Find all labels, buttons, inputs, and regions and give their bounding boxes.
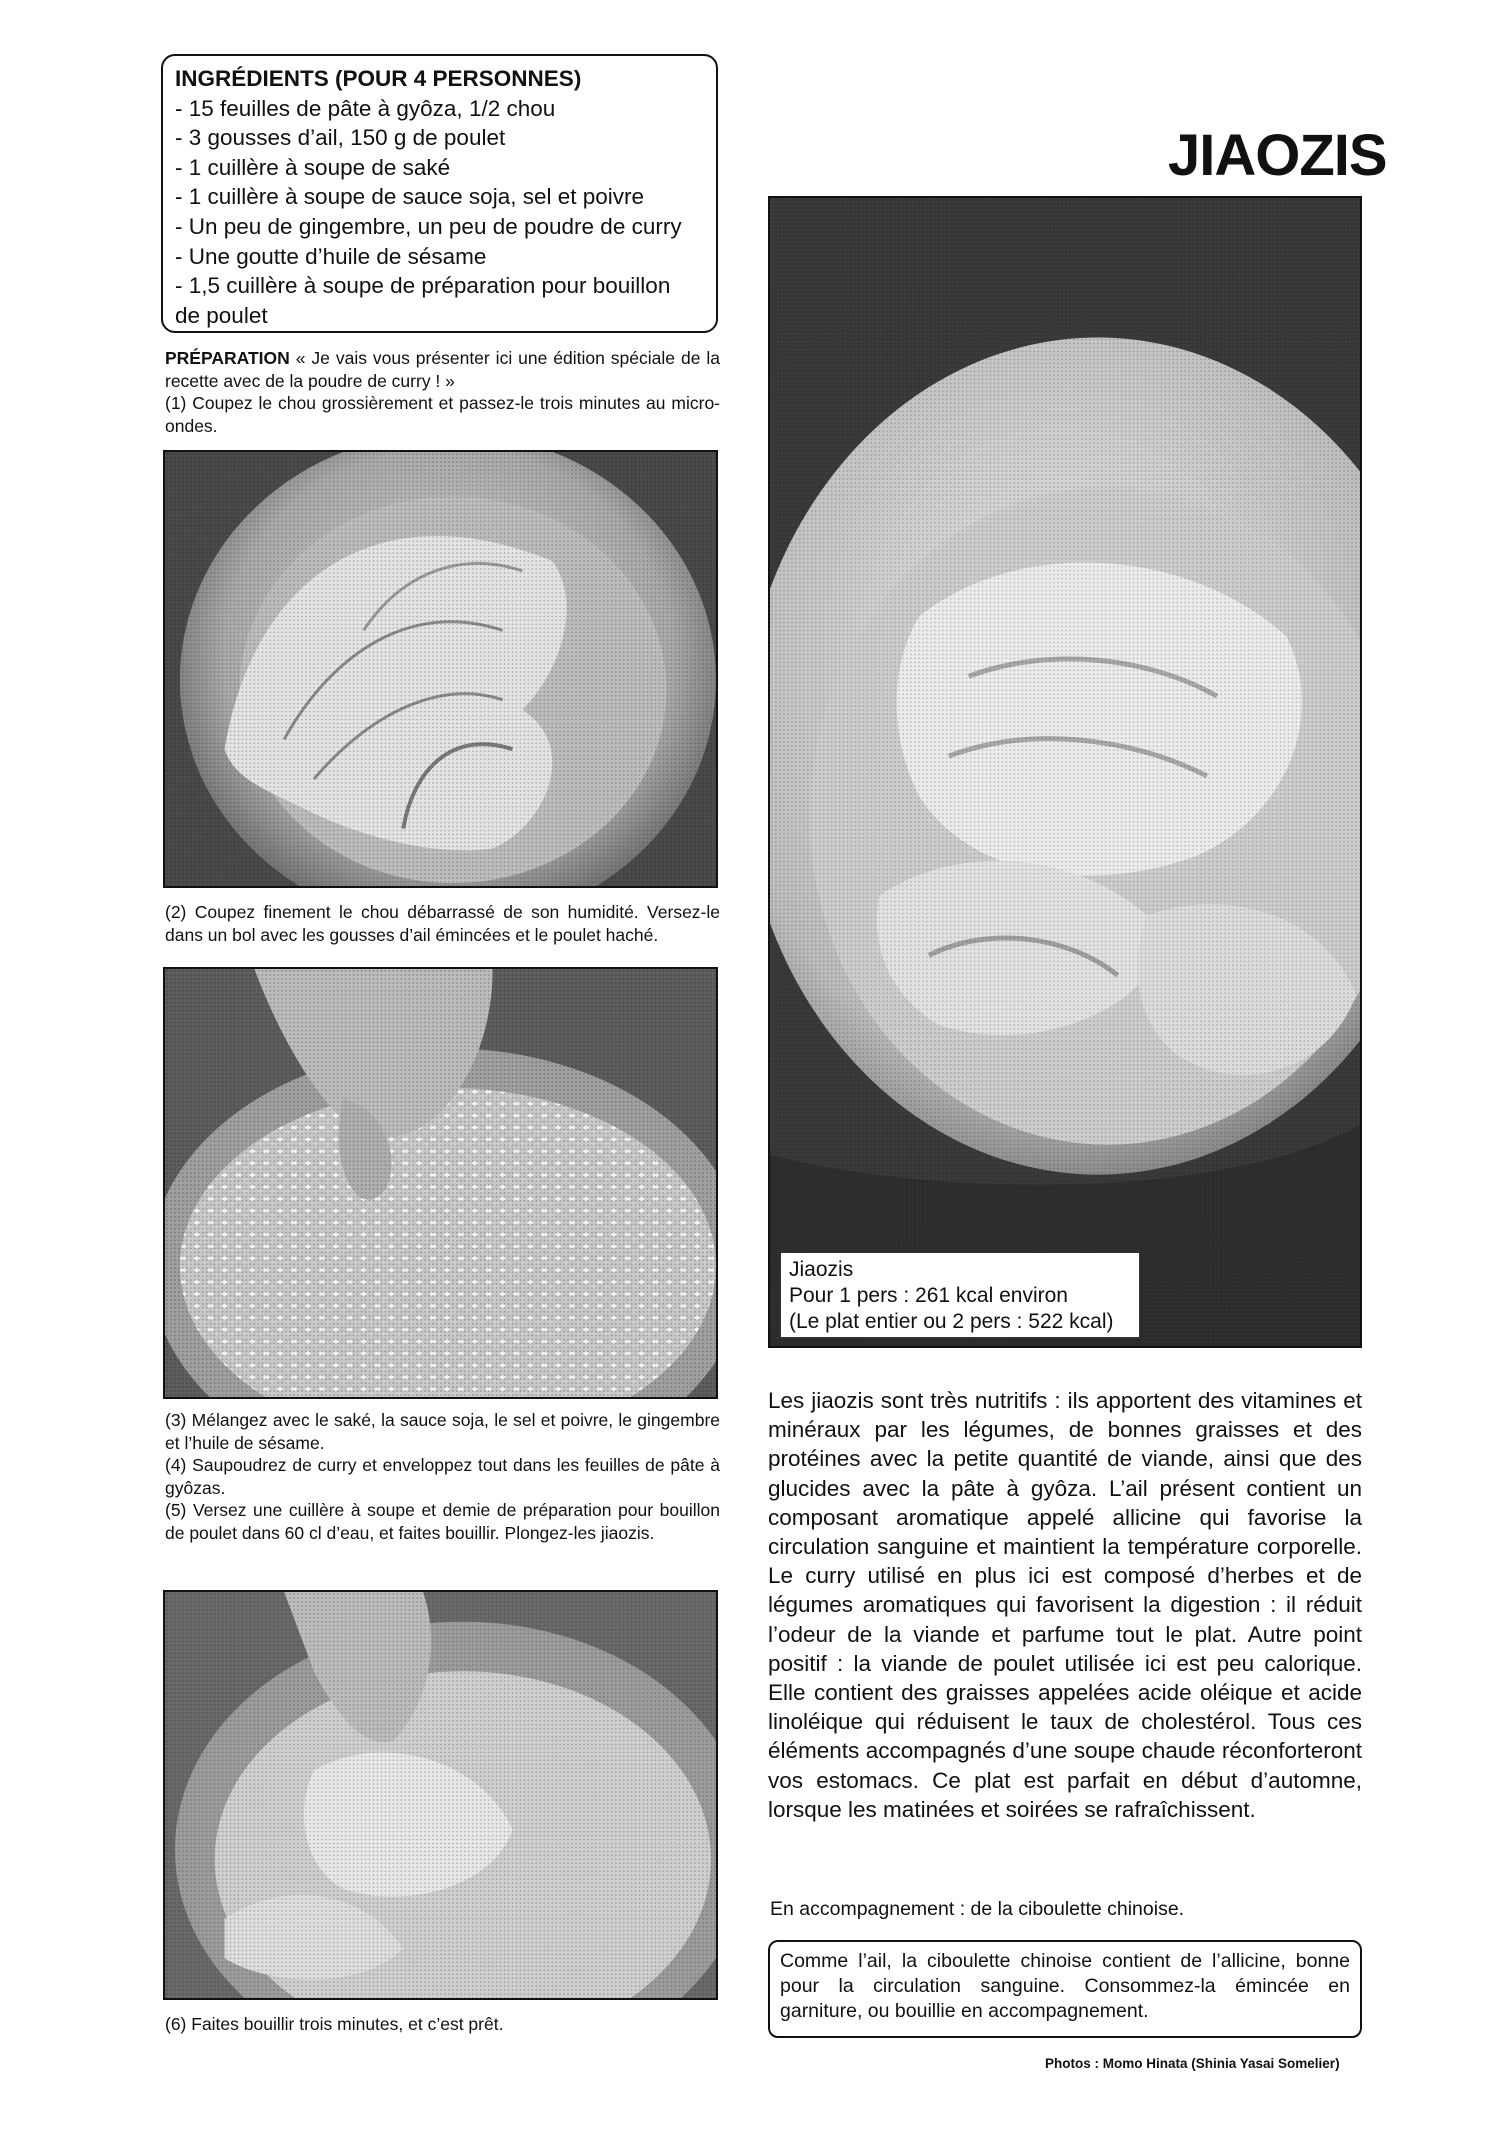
dish-name: Jiaozis [789, 1258, 854, 1281]
chive-note-box: Comme l’ail, la ciboulette chinoise contient de l’allicine, bonne pour la circulation sanguine. Consommez-la émincée en garniture, ou bouillie en accompagnement. [768, 1940, 1362, 2038]
preparation-intro [165, 347, 720, 437]
preparation-intro-text: « Je vais vous présenter ici une édition spéciale de la recette avec de la poudre de curry ! » [165, 348, 720, 391]
ingredient-item: - Une goutte d’huile de sésame [175, 243, 487, 269]
step-2: (2) Coupez finement le chou débarrassé de son humidité. Versez-le dans un bol avec les gousses d’ail émincées et le poulet haché. [165, 902, 720, 945]
jiaozis-main-photo [768, 196, 1362, 1348]
calories-per-person: Pour 1 pers : 261 kcal environ [789, 1284, 1068, 1307]
ingredient-item: - 3 gousses d’ail, 150 g de poulet [175, 125, 506, 151]
dish-label [780, 1252, 1140, 1338]
ingredient-item: - 1 cuillère à soupe de sauce soja, sel et poivre [175, 184, 645, 210]
ingredients-box [161, 54, 718, 333]
step-1: (1) Coupez le chou grossièrement et passez-le trois minutes au micro-ondes. [165, 393, 720, 436]
calories-whole: (Le plat entier ou 2 pers : 522 kcal) [789, 1310, 1114, 1333]
mixing-photo [163, 967, 718, 1399]
photo-credit: Photos : Momo Hinata (Shinia Yasai Somelier) [1045, 2056, 1340, 2071]
ingredient-item: - Un peu de gingembre, un peu de poudre de curry [175, 213, 682, 239]
step-6: (6) Faites bouillir trois minutes, et c’est prêt. [165, 2014, 504, 2034]
step-3: (3) Mélangez avec le saké, la sauce soja, le sel et poivre, le gingembre et l’huile de sésame. [165, 1410, 720, 1453]
step-4: (4) Saupoudrez de curry et enveloppez tout dans les feuilles de pâte à gyôzas. [165, 1455, 720, 1498]
boiling-photo [163, 1590, 718, 2000]
page-title: JIAOZIS [1168, 123, 1387, 188]
nutrition-paragraph: Les jiaozis sont très nutritifs : ils apportent des vitamines et minéraux par les légumes, de bonnes graisses et des protéines avec la petite quantité de viande, ainsi que des glucides avec la pâte à gyôza. L’ail présent contient un composant aromatique appelé allicine qui favorise la circulation sanguine et maintient la température corporelle. Le curry utilisé en plus ici est composé d’herbes et de légumes aromatiques qui favorisent la digestion : il réduit l’odeur de la viande et parfume tout le plat. Autre point positif : la viande de poulet utilisée ici est peu calorique. Elle contient des graisses appelées acide oléique et acide linoléique qui réduisent le taux de cholestérol. Tous ces éléments accompagnés d’une soupe chaude réconforteront vos estomacs. Ce plat est parfait en début d’automne, lorsque les matinées et soirées se rafraîchissent. [768, 1388, 1362, 1822]
cabbage-photo [163, 450, 718, 888]
ingredient-item: - 1,5 cuillère à soupe de préparation pour bouillon [175, 273, 671, 299]
accompaniment-line: En accompagnement : de la ciboulette chinoise. [770, 1898, 1185, 1920]
ingredient-item: - 1 cuillère à soupe de saké [175, 154, 451, 180]
ingredient-item: - 15 feuilles de pâte à gyôza, 1/2 chou [175, 95, 556, 121]
preparation-label: PRÉPARATION [165, 348, 290, 368]
steps-3-to-5 [165, 1409, 720, 1544]
step-5: (5) Versez une cuillère à soupe et demie de préparation pour bouillon de poulet dans 60 cl d’eau, et faites bouillir. Plongez-les jiaozis. [165, 1500, 720, 1543]
ingredients-heading: INGRÉDIENTS (POUR 4 PERSONNES) [175, 66, 582, 91]
ingredient-item: de poulet [175, 302, 268, 328]
